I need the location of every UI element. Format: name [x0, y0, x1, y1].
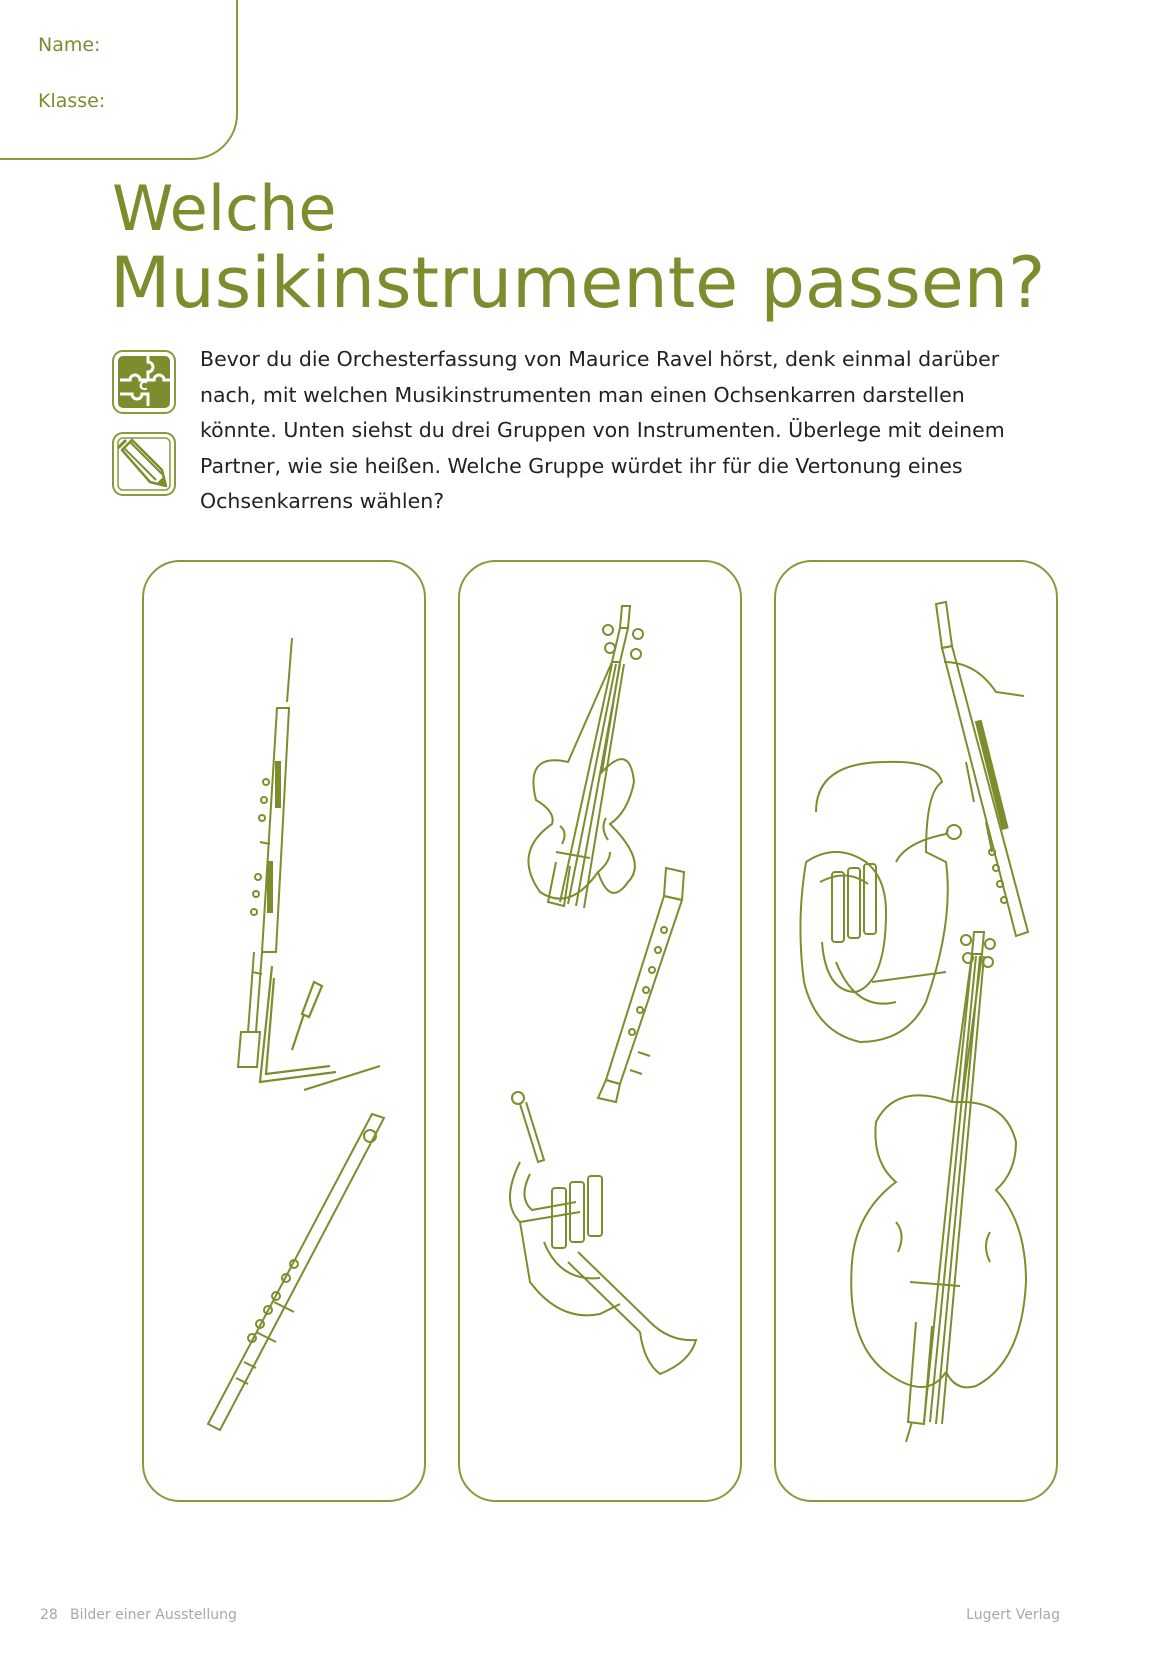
name-class-box — [0, 0, 238, 160]
pencil-icon — [112, 432, 176, 496]
name-label: Name: — [38, 34, 101, 56]
violin-icon — [528, 606, 643, 908]
trumpet-icon — [510, 1092, 696, 1374]
page-title-line-2: Musikinstrumente passen? — [110, 242, 1046, 324]
instrument-panel-1 — [142, 560, 426, 1502]
footer-publisher: Lugert Verlag — [966, 1607, 1060, 1623]
double-bass-icon — [851, 932, 1026, 1442]
instrument-panel-3 — [774, 560, 1058, 1502]
triangle-icon — [260, 966, 380, 1090]
bassoon-icon — [936, 602, 1028, 936]
oboe-icon — [238, 638, 292, 1067]
footer-page-number: 28 — [40, 1607, 58, 1623]
intro-paragraph: Bevor du die Orchesterfassung von Maurice Ravel hörst, denk einmal darüber nach, mit welchen Musikinstrumenten man einen Ochsenkarren darstellen könnte. Unten siehst du drei Gruppen von Instrumenten. Überlege mit deinem Partner, wie sie heißen. Welche Gruppe würdet ihr für die Vertonung eines Ochsenkarrens wählen? — [200, 347, 1005, 513]
instrument-panel-2 — [458, 560, 742, 1502]
page-title-line-1: Welche — [112, 172, 337, 245]
class-label: Klasse: — [38, 90, 106, 112]
tuba-icon — [800, 762, 961, 1042]
svg-text:C: C — [139, 379, 148, 393]
recorder-icon — [598, 868, 684, 1102]
flute-icon — [208, 1114, 384, 1430]
footer-book-title: Bilder einer Ausstellung — [70, 1607, 237, 1623]
puzzle-icon — [112, 350, 176, 414]
